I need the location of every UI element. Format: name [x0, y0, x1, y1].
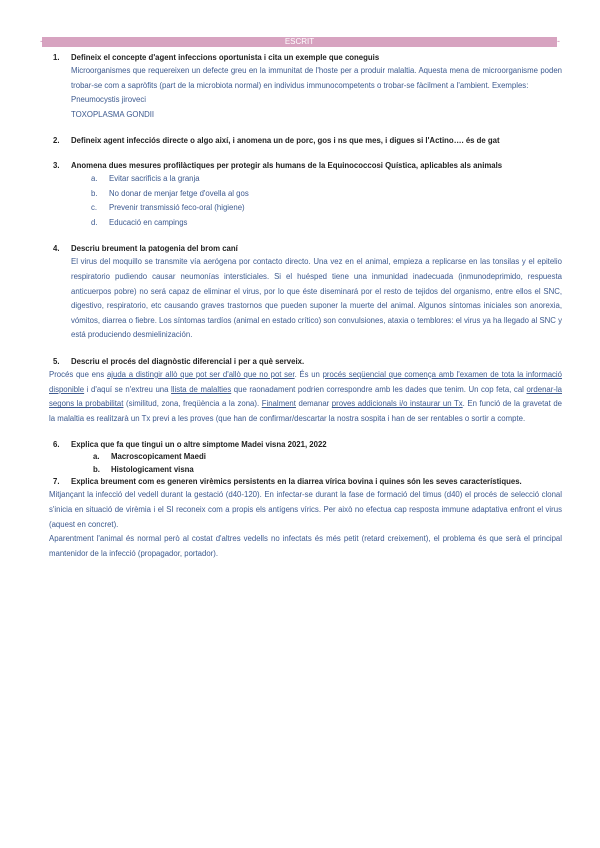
- answer-paragraph: El virus del moquillo se transmite vía aerógena por contacto directo. Una vez en el animal, empieza a replicarse en las tonsilas y el epitelio respiratorio pudiendo causar neumonías intersticiales. Si el huésped tiene una inmunidad inadecuada (inmunodeprimido, respuesta anticuerpos pobre) no será capaz de eliminar el virus, por lo que éste diseminará por el resto de tejidos del organismo, entre ellos el SNC, digestivo, respiratorio, etc causando graves trastornos que pueden suponer la muerte del animal. Algunos síntomas iniciales son anorexia, vómitos, diarrea o fiebre. Los síntomas tardíos (animal en estado crítico) son convulsiones, ataxia o temblores: el virus ya ha llegado al SNC y está produciendo desmielinización.: [71, 257, 562, 340]
- underlined-phrase: procés seqüencial que comença amb l'examen de tota la informació disponible: [49, 369, 563, 394]
- question-text: Defineix agent infecciós directe o algo així, i anomena un de porc, gos i ns que mes, i digues si l'Actino…. és de gat: [71, 136, 500, 146]
- answer-4: [71, 255, 562, 343]
- question-number: 3.: [53, 161, 60, 171]
- list-item-letter: b.: [91, 188, 98, 198]
- banner-title: ESCRIT: [284, 37, 315, 46]
- list-item-letter: a.: [91, 174, 98, 184]
- list-item-text: No donar de menjar fetge d'ovella al gos: [109, 188, 249, 198]
- list-item-text: Prevenir transmissió feco-oral (higiene): [109, 203, 245, 213]
- question-number: 2.: [53, 136, 60, 146]
- question-4: [53, 243, 562, 255]
- section-banner: [40, 36, 560, 47]
- list-item: [91, 201, 562, 216]
- answer-example: TOXOPLASMA GONDII: [71, 109, 155, 119]
- question-1: [53, 52, 562, 64]
- question-text: Defineix el concepte d'agent infeccions oportunista i cita un exemple que coneguis: [71, 53, 380, 62]
- question-text: Descriu breument la patogenia del brom caní: [71, 244, 238, 254]
- list-item-text: Educació en campings: [109, 217, 188, 227]
- list-item: [91, 187, 562, 202]
- question-6: [53, 439, 562, 451]
- question-text: Explica breument com es generen virèmics persistents en la diarrea vírica bovina i quines són les seves característiques.: [71, 477, 522, 487]
- answer-paragraph: Microorganismes que requereixen un defecte greu en la immunitat de l'hoste per a produir malaltia. Aquesta mena de microorganisme poden trobar-se com a sapròfits (part de la microbiota normal) en individus immunocompetents o trobar-se fàcilment a l'ambient. Exemples:: [71, 66, 562, 90]
- question-2: [53, 135, 562, 147]
- list-item: [93, 464, 562, 477]
- question-text: Anomena dues mesures profilàctiques per protegir als humans de la Equinococcosi Quística, aplicables als animals: [71, 161, 503, 171]
- answer-paragraph: Aparentment l'animal és normal però al costat d'altres vedells no infectats és més petit (retard creixement), el problema és que serà el principal mantenidor de la infecció (propagador, portador).: [49, 534, 562, 558]
- question-number: 4.: [53, 244, 60, 254]
- banner-right-mark: -: [557, 36, 560, 46]
- underlined-phrase: ordenar-la segons la probabilitat: [49, 384, 563, 409]
- question-7: [53, 476, 562, 488]
- list-item-letter: d.: [91, 217, 98, 227]
- list-item-letter: b.: [93, 464, 100, 474]
- banner-left-mark: -: [40, 36, 43, 46]
- answer-paragraph: Procés que ens ajuda a distingir allò que pot ser d'allò que no pot ser. És un procés seqüencial que comença amb l'examen de tota la informació disponible i d'aquí se n'extreu una llista de malalties que raonadament podrien correspondre amb les dades que tenim. Un cop feta, cal ordenar-la segons la probabilitat (similitud, zona, freqüència a la zona). Finalment demanar proves addicionals i/o instaurar un Tx. En funció de la gravetat de la malaltia es realitzarà un Tx previ a les proves (que han de confirmar/descartar la nostra sospita i han de ser rentables o sortir a compte.: [49, 369, 563, 423]
- question-number: 1.: [53, 53, 60, 62]
- question-3: [53, 160, 562, 172]
- question-number: 6.: [53, 440, 60, 450]
- underlined-phrase: proves addicionals i/o instaurar un Tx: [331, 399, 463, 409]
- answer-7: [49, 488, 562, 561]
- list-item-letter: c.: [91, 203, 98, 213]
- answer-5: [49, 368, 562, 426]
- exam-document: [49, 52, 563, 561]
- question-5: [53, 356, 562, 368]
- underlined-phrase: Finalment: [261, 399, 296, 409]
- list-item-text: Histologicament visna: [111, 464, 194, 474]
- list-item-text: Evitar sacrificis a la granja: [109, 174, 200, 184]
- list-item: [91, 172, 562, 187]
- answer-1: [71, 64, 562, 122]
- underlined-phrase: ajuda a distingir allò que pot ser d'allò que no pot ser: [106, 369, 295, 379]
- answer-example: Pneumocystis jiroveci: [71, 95, 146, 105]
- list-item-text: Macroscopicament Maedi: [111, 452, 206, 462]
- list-item: [93, 451, 562, 464]
- list-item: [91, 216, 562, 231]
- question-text: Explica que fa que tingui un o altre simptome Madei visna 2021, 2022: [71, 440, 327, 450]
- question-text: Descriu el procés del diagnòstic diferencial i per a què serveix.: [71, 356, 305, 366]
- answer-paragraph: Mitjançant la infecció del vedell durant la gestació (d40-120). En infectar-se durant la fase de formació del timus (d40) el procés de selecció clonal s'inicia en situació de virèmia i el SI reconeix com a propis els antígens vírics. Per això no efectua cap resposta immune adaptativa enfront el virus (aquest en concret).: [49, 490, 562, 529]
- question-number: 5.: [53, 356, 60, 366]
- list-item-letter: a.: [93, 452, 100, 462]
- question-number: 7.: [53, 477, 60, 487]
- underlined-phrase: llista de malalties: [171, 384, 232, 394]
